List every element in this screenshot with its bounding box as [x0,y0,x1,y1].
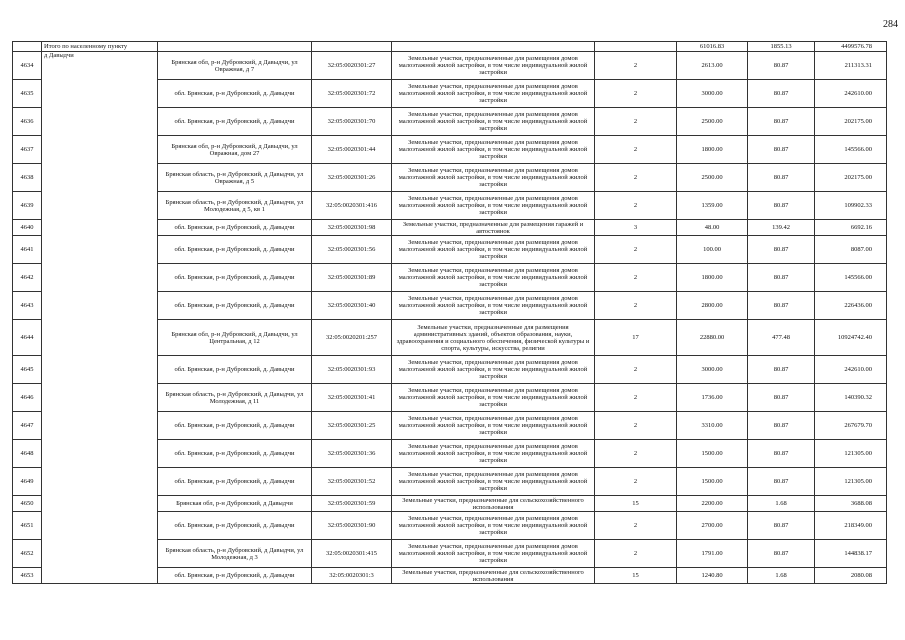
cadastral-number: 32:05:0020301:93 [312,356,392,384]
row-number: 4638 [13,164,42,192]
row-number: 4647 [13,412,42,440]
address-cell: Брянская область, р-н Дубровский, д Давыдчи, ул Овражная, д 5 [158,164,312,192]
summary-empty-cell [392,42,595,52]
land-use-group-code: 2 [595,468,677,496]
cadastral-number: 32:05:0020301:41 [312,384,392,412]
address-cell: Брянская обл, р-н Дубровский, д Давыдчи, ул Овражная, дом 27 [158,136,312,164]
address-cell: обл. Брянская, р-н Дубровский, д. Давыдчи [158,108,312,136]
cadastral-value: 226436.00 [815,292,887,320]
area-value: 1240.80 [677,568,748,584]
area-value: 3000.00 [677,80,748,108]
cadastral-value: 144838.17 [815,540,887,568]
upks-value: 80.87 [748,540,815,568]
area-value: 3310.00 [677,412,748,440]
land-use-group-code: 15 [595,496,677,512]
upks-value: 80.87 [748,412,815,440]
upks-value: 80.87 [748,384,815,412]
area-value: 2613.00 [677,52,748,80]
cadastral-number: 32:05:0020301:70 [312,108,392,136]
row-number: 4637 [13,136,42,164]
land-use-group-code: 2 [595,52,677,80]
land-use-description: Земельные участки, предназначенные для размещения гаражей и автостоянок [392,220,595,236]
summary-label: Итого по населенному пункту [42,42,158,52]
upks-value: 80.87 [748,108,815,136]
table-row [13,52,887,80]
upks-value: 80.87 [748,236,815,264]
land-use-description: Земельные участки, предназначенные для размещения домов малоэтажной жилой застройки, в том числе индивидуальной жилой застройки [392,384,595,412]
land-use-group-code: 2 [595,236,677,264]
land-use-group-code: 2 [595,412,677,440]
cadastral-value: 145566.00 [815,136,887,164]
land-use-group-code: 2 [595,264,677,292]
row-number: 4653 [13,568,42,584]
cadastral-number: 32:05:0020301:90 [312,512,392,540]
cadastral-number: 32:05:0020301:40 [312,292,392,320]
land-use-group-code: 15 [595,568,677,584]
land-use-group-code: 2 [595,164,677,192]
land-use-group-code: 2 [595,440,677,468]
area-value: 2700.00 [677,512,748,540]
land-use-description: Земельные участки, предназначенные для размещения домов малоэтажной жилой застройки, в том числе индивидуальной жилой застройки [392,236,595,264]
land-use-description: Земельные участки, предназначенные для размещения домов малоэтажной жилой застройки, в том числе индивидуальной жилой застройки [392,468,595,496]
address-cell: обл. Брянская, р-н Дубровский, д. Давыдчи [158,220,312,236]
land-use-group-code: 3 [595,220,677,236]
land-use-description: Земельные участки, предназначенные для размещения домов малоэтажной жилой застройки, в том числе индивидуальной жилой застройки [392,108,595,136]
row-number: 4649 [13,468,42,496]
summary-empty-cell [595,42,677,52]
cadastral-value: 202175.00 [815,164,887,192]
cadastral-number: 32:05:0020301:52 [312,468,392,496]
land-use-description: Земельные участки, предназначенные для размещения домов малоэтажной жилой застройки, в том числе индивидуальной жилой застройки [392,512,595,540]
land-use-description: Земельные участки, предназначенные для размещения домов малоэтажной жилой застройки, в том числе индивидуальной жилой застройки [392,356,595,384]
land-use-description: Земельные участки, предназначенные для размещения домов малоэтажной жилой застройки, в том числе индивидуальной жилой застройки [392,540,595,568]
cadastral-number: 32:05:0020201:257 [312,320,392,356]
upks-value: 1.68 [748,496,815,512]
land-use-description: Земельные участки, предназначенные для размещения домов малоэтажной жилой застройки, в том числе индивидуальной жилой застройки [392,264,595,292]
cadastral-value: 2080.08 [815,568,887,584]
cadastral-value: 267679.70 [815,412,887,440]
upks-value: 80.87 [748,164,815,192]
upks-value: 80.87 [748,356,815,384]
land-use-description: Земельные участки, предназначенные для размещения домов малоэтажной жилой застройки, в том числе индивидуальной жилой застройки [392,52,595,80]
cadastral-number: 32:05:0020301:36 [312,440,392,468]
row-number: 4651 [13,512,42,540]
land-use-description: Земельные участки, предназначенные для размещения домов малоэтажной жилой застройки, в том числе индивидуальной жилой застройки [392,136,595,164]
upks-value: 1.68 [748,568,815,584]
land-use-group-code: 2 [595,292,677,320]
upks-value: 80.87 [748,80,815,108]
cadastral-number: 32:05:0020301:59 [312,496,392,512]
address-cell: Брянская область, р-н Дубровский, д Давыдчи, ул Молодежная, д 3 [158,540,312,568]
area-value: 2500.00 [677,164,748,192]
cadastral-value: 202175.00 [815,108,887,136]
cadastral-value: 10924742.40 [815,320,887,356]
cadastral-value-table [12,41,887,584]
cadastral-number: 32:05:0020301:3 [312,568,392,584]
address-cell: обл. Брянская, р-н Дубровский, д. Давыдчи [158,568,312,584]
cadastral-value: 109902.33 [815,192,887,220]
cadastral-number: 32:05:0020301:416 [312,192,392,220]
area-value: 1359.00 [677,192,748,220]
address-cell: Брянская обл, р-н Дубровский, д Давыдчи [158,496,312,512]
upks-value: 80.87 [748,52,815,80]
row-number: 4640 [13,220,42,236]
address-cell: обл. Брянская, р-н Дубровский, д. Давыдчи [158,292,312,320]
land-use-description: Земельные участки, предназначенные для размещения домов малоэтажной жилой застройки, в том числе индивидуальной жилой застройки [392,292,595,320]
address-cell: Брянская область, р-н Дубровский, д Давыдчи, ул Молодежная, д 11 [158,384,312,412]
area-value: 1800.00 [677,264,748,292]
area-value: 1500.00 [677,468,748,496]
row-number: 4641 [13,236,42,264]
area-value: 48.00 [677,220,748,236]
area-value: 1800.00 [677,136,748,164]
land-use-group-code: 17 [595,320,677,356]
land-use-description: Земельные участки, предназначенные для размещения домов малоэтажной жилой застройки, в том числе индивидуальной жилой застройки [392,440,595,468]
cadastral-number: 32:05:0020301:26 [312,164,392,192]
cadastral-value: 242610.00 [815,80,887,108]
row-number: 4636 [13,108,42,136]
area-value: 100.00 [677,236,748,264]
page-number: 284 [883,19,898,30]
land-use-group-code: 2 [595,540,677,568]
address-cell: обл. Брянская, р-н Дубровский, д. Давыдчи [158,512,312,540]
address-cell: обл. Брянская, р-н Дубровский, д. Давыдчи [158,412,312,440]
cadastral-number: 32:05:0020301:25 [312,412,392,440]
land-use-group-code: 2 [595,192,677,220]
cadastral-number: 32:05:0020301:415 [312,540,392,568]
cadastral-value: 211313.31 [815,52,887,80]
land-use-description: Земельные участки, предназначенные для размещения домов малоэтажной жилой застройки, в том числе индивидуальной жилой застройки [392,164,595,192]
land-use-description: Земельные участки, предназначенные для сельскохозяйственного использования [392,568,595,584]
address-cell: обл. Брянская, р-н Дубровский, д. Давыдчи [158,440,312,468]
address-cell: Брянская обл, р-н Дубровский, д Давыдчи, ул Овражная, д 7 [158,52,312,80]
land-use-group-code: 2 [595,512,677,540]
land-use-group-code: 2 [595,80,677,108]
land-use-group-code: 2 [595,356,677,384]
row-number: 4635 [13,80,42,108]
address-cell: Брянская область, р-н Дубровский, д Давыдчи, ул Молодежная, д 5, кв 1 [158,192,312,220]
cadastral-number: 32:05:0020301:72 [312,80,392,108]
summary-row [13,42,887,52]
area-value: 3000.00 [677,356,748,384]
row-number: 4644 [13,320,42,356]
upks-value: 80.87 [748,468,815,496]
upks-value: 80.87 [748,264,815,292]
summary-upks-total: 1855.13 [748,42,815,52]
summary-empty-cell [13,42,42,52]
upks-value: 80.87 [748,440,815,468]
land-use-group-code: 2 [595,108,677,136]
row-number: 4652 [13,540,42,568]
address-cell: Брянская обл, р-н Дубровский, д Давыдчи, ул Центральная, д 12 [158,320,312,356]
land-use-group-code: 2 [595,136,677,164]
address-cell: обл. Брянская, р-н Дубровский, д. Давыдчи [158,80,312,108]
row-number: 4650 [13,496,42,512]
row-number: 4645 [13,356,42,384]
upks-value: 139.42 [748,220,815,236]
cadastral-number: 32:05:0020301:89 [312,264,392,292]
land-use-description: Земельные участки, предназначенные для размещения домов малоэтажной жилой застройки, в том числе индивидуальной жилой застройки [392,80,595,108]
cadastral-value: 121305.00 [815,468,887,496]
cadastral-value: 8087.00 [815,236,887,264]
cadastral-value: 121305.00 [815,440,887,468]
cadastral-number: 32:05:0020301:56 [312,236,392,264]
upks-value: 80.87 [748,292,815,320]
summary-empty-cell [158,42,312,52]
cadastral-value: 6692.16 [815,220,887,236]
address-cell: обл. Брянская, р-н Дубровский, д. Давыдчи [158,356,312,384]
row-number: 4639 [13,192,42,220]
settlement-name: д Давыдчи [42,52,158,584]
area-value: 2500.00 [677,108,748,136]
cadastral-value: 140390.32 [815,384,887,412]
address-cell: обл. Брянская, р-н Дубровский, д. Давыдчи [158,468,312,496]
land-use-group-code: 2 [595,384,677,412]
area-value: 1500.00 [677,440,748,468]
land-use-description: Земельные участки, предназначенные для размещения домов малоэтажной жилой застройки, в том числе индивидуальной жилой застройки [392,192,595,220]
cadastral-value: 3688.08 [815,496,887,512]
upks-value: 80.87 [748,192,815,220]
upks-value: 477.48 [748,320,815,356]
cadastral-value: 242610.00 [815,356,887,384]
cadastral-value: 218349.00 [815,512,887,540]
summary-area-total: 61016.83 [677,42,748,52]
land-use-description: Земельные участки, предназначенные для размещения домов малоэтажной жилой застройки, в том числе индивидуальной жилой застройки [392,412,595,440]
row-number: 4643 [13,292,42,320]
row-number: 4642 [13,264,42,292]
cadastral-number: 32:05:0020301:44 [312,136,392,164]
row-number: 4646 [13,384,42,412]
land-use-description: Земельные участки, предназначенные для сельскохозяйственного использования [392,496,595,512]
cadastral-number: 32:05:0020301:98 [312,220,392,236]
summary-empty-cell [312,42,392,52]
area-value: 22880.00 [677,320,748,356]
cadastral-value: 145566.00 [815,264,887,292]
area-value: 1736.00 [677,384,748,412]
upks-value: 80.87 [748,512,815,540]
cadastral-number: 32:05:0020301:27 [312,52,392,80]
upks-value: 80.87 [748,136,815,164]
land-use-description: Земельные участки, предназначенные для размещения административных зданий, объектов образования, науки, здравоохранения и социального обеспечения, физической культуры и спорта, культуры, искусства, религии [392,320,595,356]
summary-kcs-total: 4499576.78 [815,42,887,52]
address-cell: обл. Брянская, р-н Дубровский, д. Давыдчи [158,264,312,292]
row-number: 4648 [13,440,42,468]
area-value: 2200.00 [677,496,748,512]
address-cell: обл. Брянская, р-н Дубровский, д. Давыдчи [158,236,312,264]
row-number: 4634 [13,52,42,80]
area-value: 1791.00 [677,540,748,568]
area-value: 2800.00 [677,292,748,320]
